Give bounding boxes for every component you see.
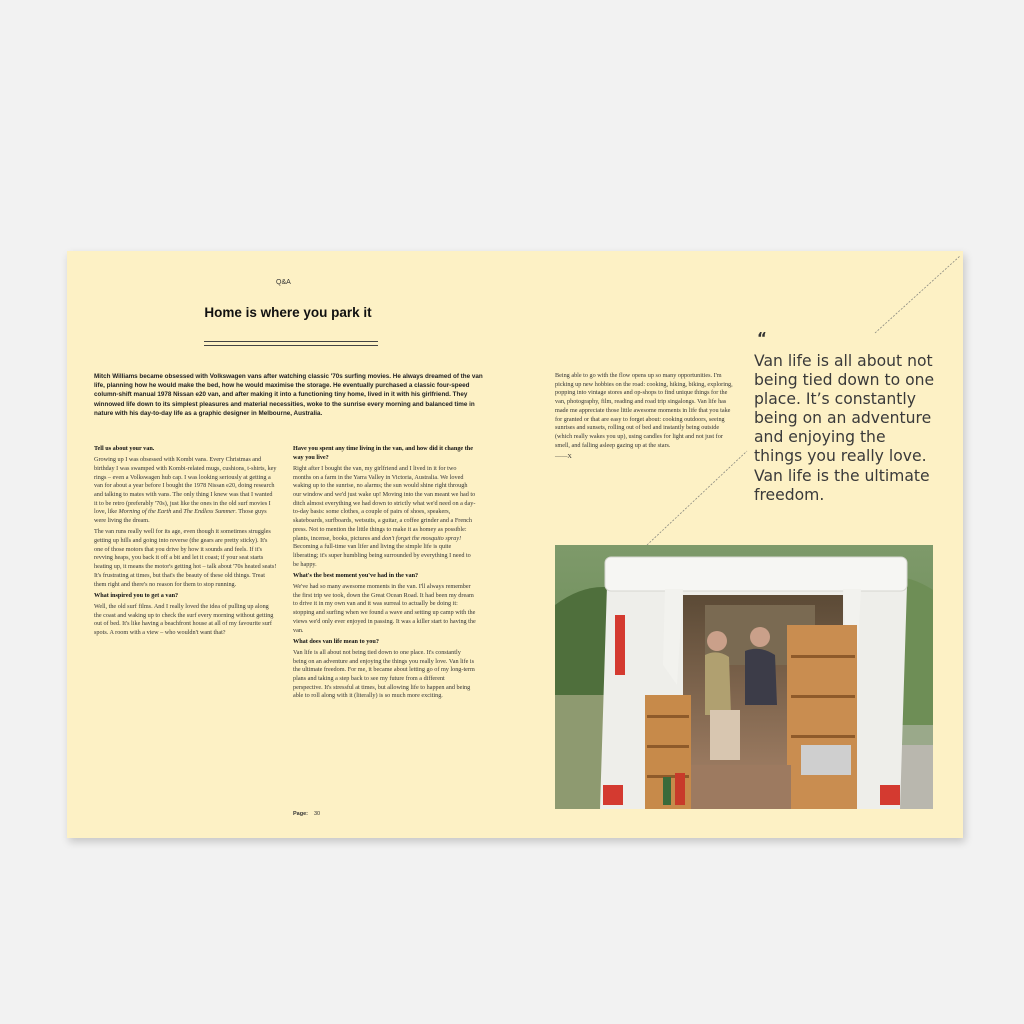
column-2 bbox=[293, 445, 476, 704]
answer-paragraph: Well, the old surf films. And I really loved the idea of pulling up along the coast and waking up to check the surf every morning without getting out of bed. It's like having a beachfront house at all of my favourite surf spots. A room with a view – who wouldn't want that? bbox=[94, 602, 274, 637]
answer-paragraph: Growing up I was obsessed with Kombi vans. Every Christmas and birthday I was swamped with Kombi-related mugs, cushions, t-shirts, key rings – even a Volkswagen hub cap. I was looking seriously at getting a van for about a year before I bought the 1978 Nissan e20, doing research and talking to mates with vans. The only thing I knew was that I wanted it to be retro (preferably '70s), just like the ones in the old surf movies I love, like Morning of the Earth and The Endless Summer. Those guys were living the dream. bbox=[94, 456, 277, 525]
magazine-spread bbox=[67, 251, 963, 838]
page-number: 30 bbox=[313, 811, 321, 817]
signoff: ——X bbox=[555, 452, 572, 460]
answer-paragraph: Van life is all about not being tied down to one place. It's constantly being on an adventure and enjoying the things you really love. Van life is the ultimate freedom. For me, it became about letting go of my long-term plans and taking a step back to see my future from a different perspective. It's stressful at times, but allowing life to happen and being able to roll along with it (literally) is so much more exciting. bbox=[293, 648, 475, 700]
answer-paragraph: We've had so many awesome moments in the van. I'll always remember the first trip we took, down the Great Ocean Road. It had been my dream to drive it in my own van and it was surreal to actually be doing it: stopping and surfing when we found a wave and setting up camp with the views we'd only ever enjoyed in passing. It was a killer start to having the van. bbox=[293, 583, 476, 634]
column-1 bbox=[94, 445, 277, 640]
question-heading: Tell us about your van. bbox=[94, 445, 155, 452]
title-rule-top bbox=[204, 341, 378, 342]
answer-paragraph: The van runs really well for its age, even though it sometimes struggles getting up hills and going into reverse (the gears are pretty sticky). It's one of those motors that you drive by how it sounds and feels. If it's revving heaps, you back it off a bit and let it coast; if your seat starts heating up, it means the motor's getting hot – talk about '70s heated seats! It's frustrating at times, but that's the beauty of these old things. Treat them right and there's no reason for them to stop running. bbox=[94, 528, 277, 588]
quote-mark-icon: “ bbox=[757, 329, 767, 347]
answer-paragraph: Right after I bought the van, my girlfriend and I lived in it for two months on a farm in the Yarra Valley in Victoria, Australia. We loved waking up to the sunrise, no alarms; the sun would shine right through our window and we'd just wake up! Moving into the van meant we had to ditch almost everything we had down to strictly what we'd need on a day-to-day basis: some clothes, a couple of pairs of shoes, speakers, skateboards, surfboards, wetsuits, a guitar, a coffee grinder and a French press. Not to mention the little things to make it as homey as possible: plants, incense, books, pictures and don't forget the mosquito spray! Becoming a full-time van lifer and living the simple life is quite liberating; it's super humbling being surrounded by everything I need to be happy. bbox=[293, 464, 476, 568]
question-heading: Have you spent any time living in the van, and how did it change the way you live? bbox=[293, 445, 473, 461]
pull-quote: Van life is all about not being tied down to one place. It’s constantly being on an adventure and enjoying the things you really love. Van life is the ultimate freedom. bbox=[754, 352, 935, 504]
page-footer bbox=[293, 811, 320, 817]
intro-paragraph: Mitch Williams became obsessed with Volkswagen vans after watching classic '70s surfing movies. He always dreamed of the van life, planning how he would make the bed, how he would maximise the storage. He eventually purchased a classic four-speed column-shift manual 1978 Nissan e20 van, and after making it into a functioning tiny home, lived in it with his girlfriend. They winnowed life down to its simplest pleasures and material necessities, woke to the sunrise every morning and balanced time in nature with his day-to-day life as a graphic designer in Melbourne, Australia. bbox=[94, 373, 483, 417]
answer-paragraph: Being able to go with the flow opens up so many opportunities. I'm picking up new hobbies on the road: cooking, hiking, biking, exploring, popping into vintage stores and op-shops to find unique things for the van, photography, film, reading and road trip singalongs. Van life has made me appreciate those little awesome moments in life that you take for granted or that are easy to forget about: cooking outdoors, seeing sunrises and sunsets, rolling out of bed and instantly being outside (which really wakes you up), using candles for light and not just for smell, and falling asleep gazing up at the stars. bbox=[555, 372, 733, 449]
page-label: Page: bbox=[293, 811, 308, 817]
question-heading: What's the best moment you've had in the van? bbox=[293, 571, 419, 579]
question-heading: What does van life mean to you? bbox=[293, 637, 379, 645]
title-rule-bottom bbox=[204, 345, 378, 346]
section-label: Q&A bbox=[276, 279, 291, 286]
question-heading: What inspired you to get a van? bbox=[94, 591, 179, 599]
van-photo bbox=[555, 545, 933, 809]
column-3 bbox=[555, 372, 733, 462]
article-title: Home is where you park it bbox=[204, 305, 372, 320]
